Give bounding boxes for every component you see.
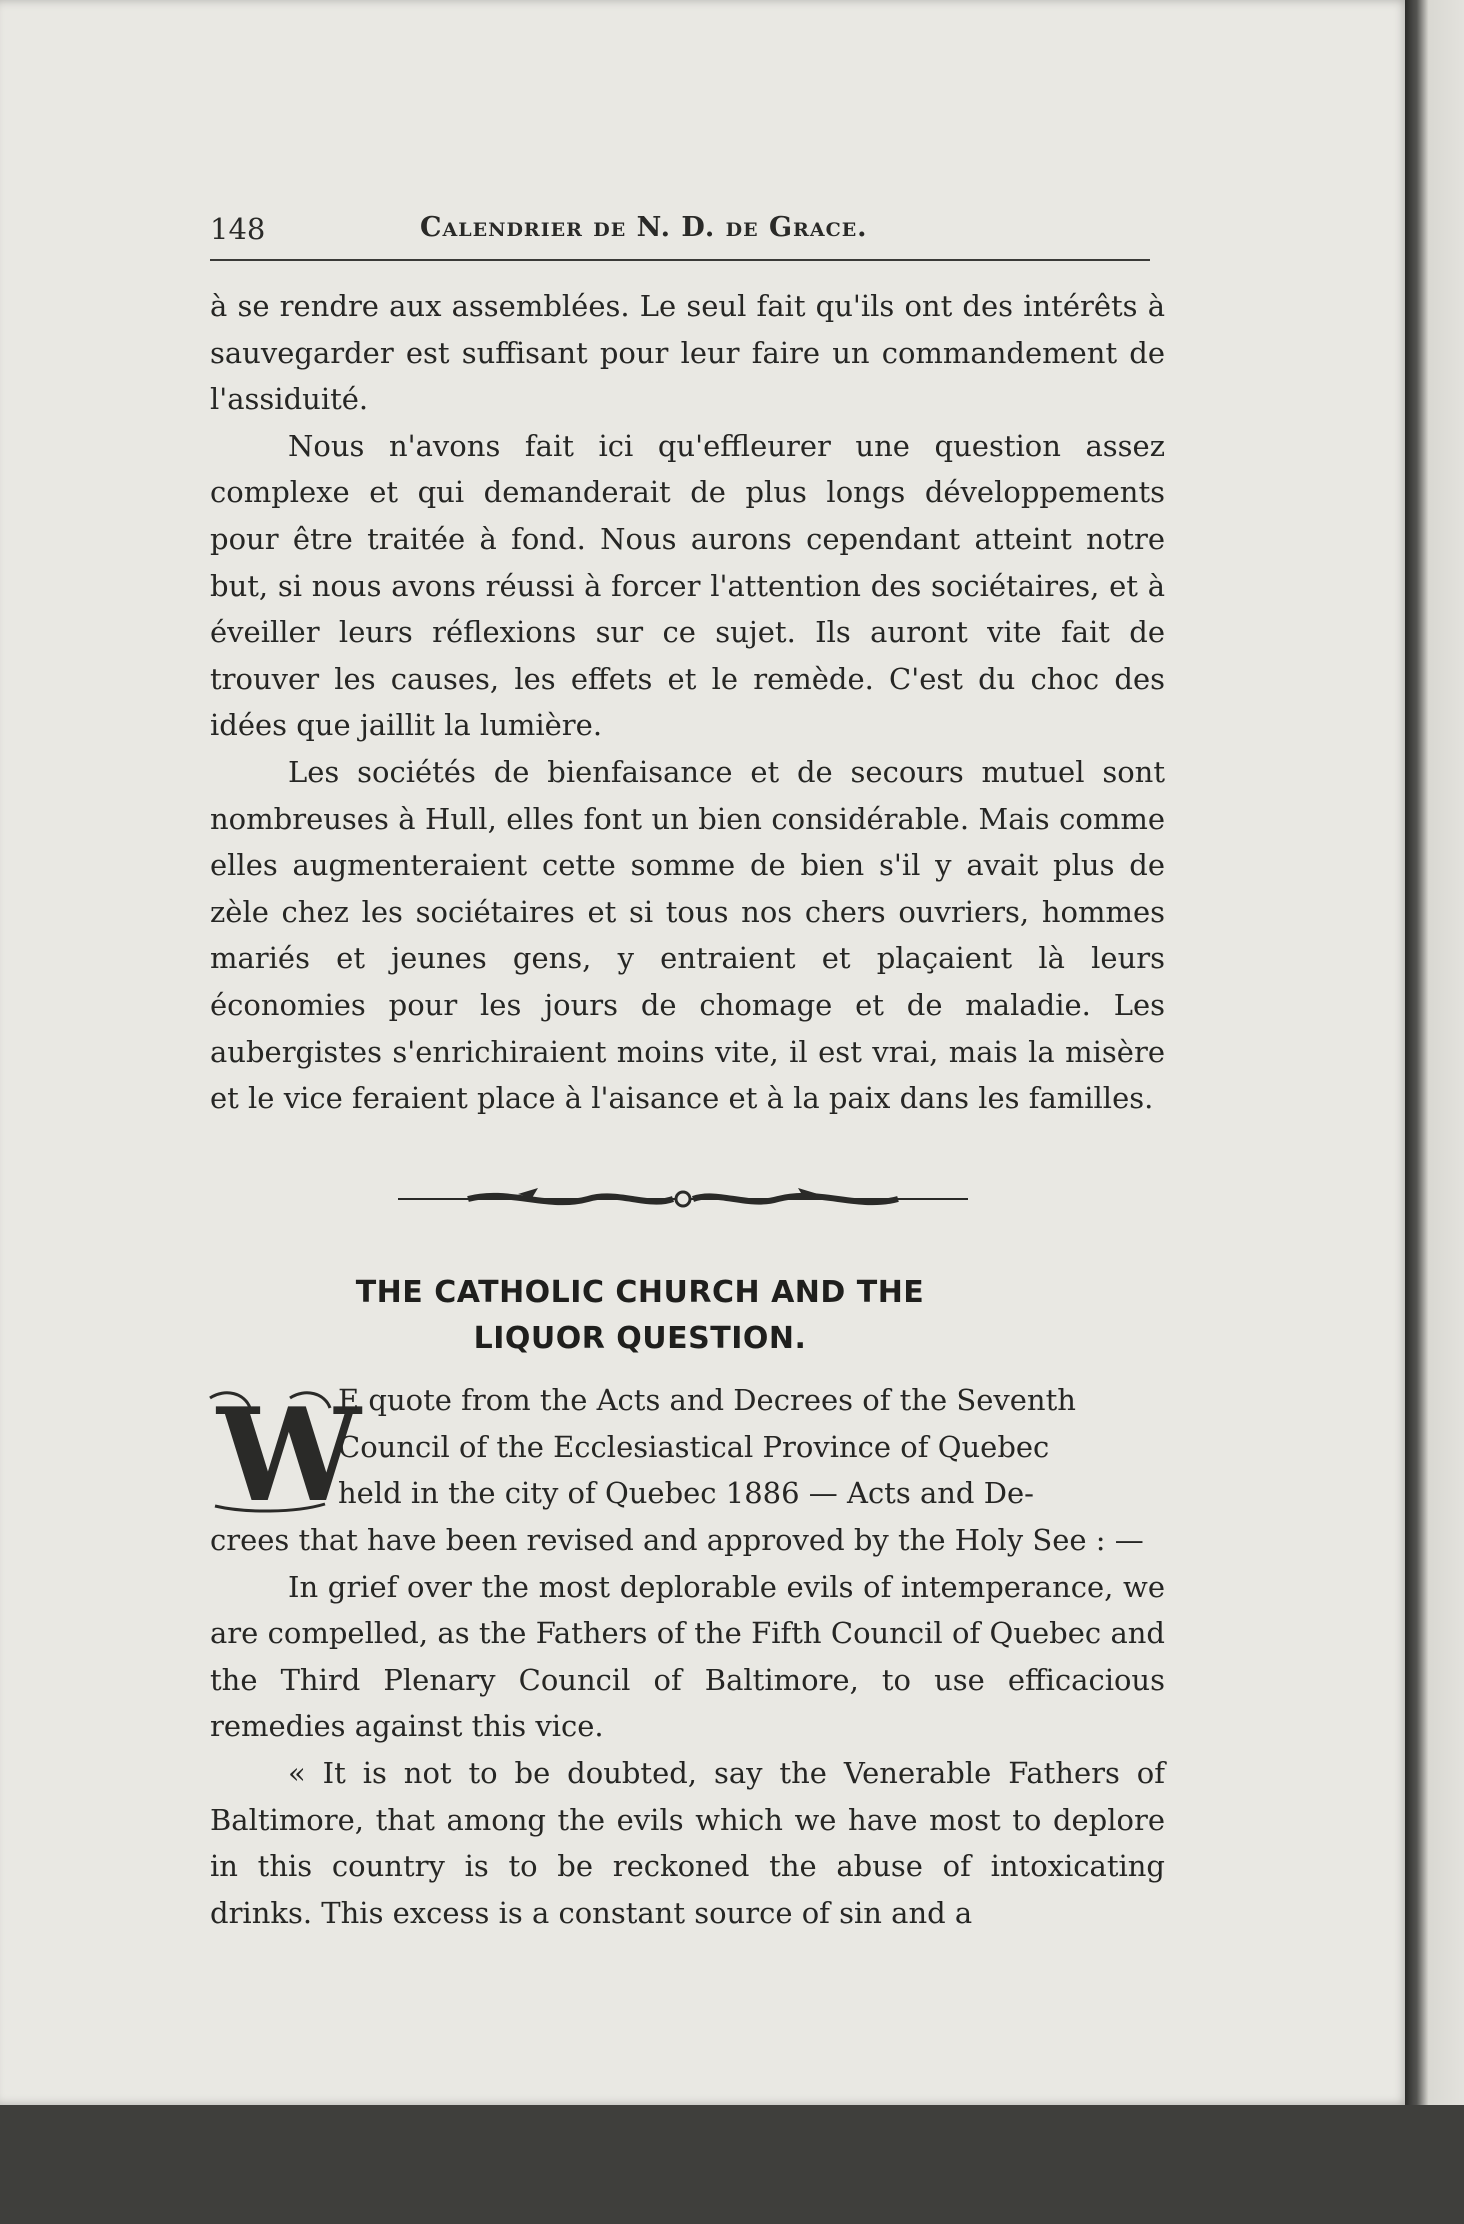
page-number: 148 (210, 212, 266, 246)
article-title (260, 1270, 1020, 1362)
line: Council of the Ecclesiastical Province of Quebec (338, 1429, 1050, 1464)
french-text (210, 283, 1165, 1122)
opening-lines (338, 1377, 1166, 1517)
paragraph: In grief over the most deplorable evils of intemperance, we are compelled, as the Fathers of the Fifth Council of Quebec and the Third Plenary Council of Baltimore, to use efficacious remedies against this vice. (210, 1569, 1165, 1744)
paragraph: crees that have been revised and approved by the Holy See : — (210, 1523, 1144, 1557)
title-line: LIQUOR QUESTION. (473, 1321, 807, 1356)
paragraph: « It is not to be doubted, say the Venerable Fathers of Baltimore, that among the evils which we have most to deplore in this country is to be reckoned the abuse of intoxicating drinks. This excess is a constant source of sin and a (210, 1755, 1165, 1930)
running-title: Calendrier de N. D. de Grace. (420, 212, 868, 243)
paragraph: à se rendre aux assemblées. Le seul fait qu'ils ont des intérêts à sauvegarder est suffisant pour leur faire un commandement de l'assiduité. (210, 289, 1165, 417)
scan-background (0, 2105, 1464, 2224)
title-line: THE CATHOLIC CHURCH AND THE (355, 1275, 925, 1310)
paragraph: Nous n'avons fait ici qu'effleurer une question assez complexe et qui demanderait de plus longs développements pour être traitée à fond. Nous aurons cependant atteint notre but, si nous avons réussi à forcer l'attention des sociétaires, et à éveiller leurs réflexions sur ce sujet. Ils auront vite fait de trouver les causes, les effets et le remède. C'est du choc des idées que jaillit la lumière. (210, 428, 1165, 743)
header-rule (210, 259, 1150, 261)
running-header (210, 212, 1150, 252)
line: held in the city of Quebec 1886 — Acts and De- (338, 1476, 1034, 1511)
paragraph: Les sociétés de bienfaisance et de secours mutuel sont nombreuses à Hull, elles font un bien considérable. Mais comme elles augmenteraient cette somme de bien s'il y avait plus de zèle chez les sociétaires et si tous nos chers ouvriers, hommes mariés et jeunes gens, y entraient et plaçaient là leurs économies pour les jours de chomage et de maladie. Les aubergistes s'enrichiraient moins vite, il est vrai, mais la misère et le vice feraient place à l'aisance et à la paix dans les familles. (210, 754, 1165, 1116)
drop-cap: W (217, 1381, 361, 1531)
line: E quote from the Acts and Decrees of the Seventh (338, 1383, 1076, 1417)
ornament-divider (398, 1180, 968, 1218)
english-text (210, 1517, 1165, 1936)
facing-page-edge (1405, 0, 1464, 2105)
drop-cap-ornament (205, 1381, 361, 1531)
